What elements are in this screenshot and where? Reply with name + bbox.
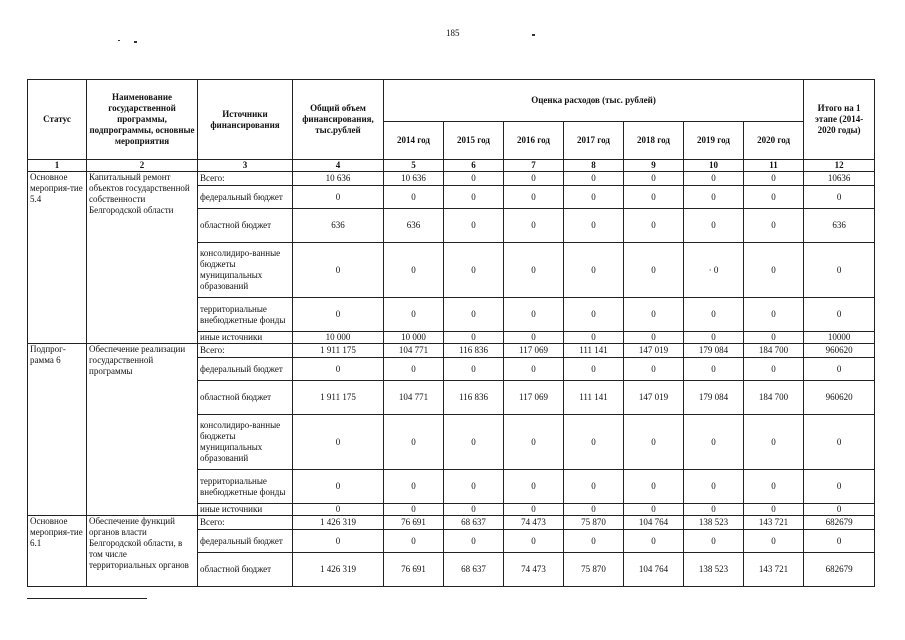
value-cell: 0 (624, 209, 684, 243)
value-cell: 0 (624, 332, 684, 344)
source-label: иные источники (198, 504, 293, 516)
row-name: Обеспечение реализации государственной программы (87, 344, 198, 516)
header-year: 2015 год (444, 122, 504, 160)
value-cell: 0 (684, 186, 744, 209)
header-total-volume: Общий объем финансирования, тыс.рублей (293, 80, 384, 160)
value-cell: 0 (744, 332, 804, 344)
table-row (28, 516, 875, 530)
value-cell: 0 (624, 415, 684, 470)
value-cell: 0 (564, 358, 624, 381)
value-cell: 960620 (804, 381, 875, 415)
header-status: Статус (28, 80, 87, 160)
value-cell: 0 (384, 186, 444, 209)
value-cell: 184 700 (744, 381, 804, 415)
value-cell: 0 (444, 186, 504, 209)
value-cell: 74 473 (504, 516, 564, 530)
value-cell: 0 (624, 530, 684, 553)
value-cell: 0 (804, 298, 875, 332)
source-label: Всего: (198, 516, 293, 530)
value-cell: 75 870 (564, 516, 624, 530)
value-cell: · 0 (684, 243, 744, 298)
value-cell: 0 (504, 186, 564, 209)
column-number: 7 (504, 160, 564, 172)
value-cell: 0 (624, 243, 684, 298)
value-cell: 0 (504, 172, 564, 186)
row-name: Обеспечение функций органов власти Белгородской области, в том числе территориальных органов (87, 516, 198, 587)
value-cell: 111 141 (564, 381, 624, 415)
value-cell: 0 (384, 243, 444, 298)
value-cell: 0 (564, 298, 624, 332)
value-cell: 960620 (804, 344, 875, 358)
value-cell: 0 (444, 332, 504, 344)
value-cell: 0 (444, 172, 504, 186)
value-cell: 0 (684, 470, 744, 504)
column-number: 10 (684, 160, 744, 172)
value-cell: 0 (293, 504, 384, 516)
header-year: 2020 год (744, 122, 804, 160)
value-cell: 0 (384, 530, 444, 553)
value-cell: 179 084 (684, 344, 744, 358)
header-stage-total: Итого на 1 этапе (2014-2020 годы) (804, 80, 875, 160)
value-cell: 0 (624, 358, 684, 381)
source-label: Всего: (198, 344, 293, 358)
row-status: Основное мероприя-тие 5.4 (28, 172, 87, 344)
value-cell: 68 637 (444, 516, 504, 530)
value-cell: 0 (504, 243, 564, 298)
value-cell: 0 (444, 530, 504, 553)
value-cell: 0 (744, 470, 804, 504)
value-cell: 111 141 (564, 344, 624, 358)
value-cell: 0 (444, 358, 504, 381)
value-cell: 10 636 (384, 172, 444, 186)
value-cell: 0 (384, 298, 444, 332)
value-cell: 0 (384, 415, 444, 470)
source-label: федеральный бюджет (198, 358, 293, 381)
value-cell: 74 473 (504, 553, 564, 587)
value-cell: 0 (504, 530, 564, 553)
value-cell: 0 (684, 504, 744, 516)
value-cell: 147 019 (624, 381, 684, 415)
row-status: Подпрог-рамма 6 (28, 344, 87, 516)
value-cell: 0 (684, 358, 744, 381)
value-cell: 0 (564, 504, 624, 516)
header-sources: Источники финансирования (198, 80, 293, 160)
value-cell: 104 764 (624, 553, 684, 587)
value-cell: 10 000 (384, 332, 444, 344)
value-cell: 0 (564, 530, 624, 553)
value-cell: 0 (444, 504, 504, 516)
table-row (28, 344, 875, 358)
value-cell: 10000 (804, 332, 875, 344)
value-cell: 0 (744, 243, 804, 298)
value-cell: 179 084 (684, 381, 744, 415)
value-cell: 0 (564, 172, 624, 186)
value-cell: 0 (804, 243, 875, 298)
value-cell: 0 (684, 209, 744, 243)
value-cell: 0 (293, 470, 384, 504)
value-cell: 0 (744, 358, 804, 381)
value-cell: 104 764 (624, 516, 684, 530)
value-cell: 0 (624, 298, 684, 332)
value-cell: 0 (293, 186, 384, 209)
source-label: областной бюджет (198, 553, 293, 587)
value-cell: 0 (804, 186, 875, 209)
value-cell: 0 (444, 470, 504, 504)
value-cell: 0 (384, 470, 444, 504)
value-cell: 0 (444, 243, 504, 298)
value-cell: 104 771 (384, 381, 444, 415)
value-cell: 0 (744, 504, 804, 516)
source-label: федеральный бюджет (198, 186, 293, 209)
source-label: областной бюджет (198, 381, 293, 415)
header-year: 2019 год (684, 122, 744, 160)
value-cell: 76 691 (384, 516, 444, 530)
header-name: Наименование государственной программы, подпрограммы, основные мероприятия (87, 80, 198, 160)
value-cell: 0 (744, 298, 804, 332)
column-number: 1 (28, 160, 87, 172)
footer-rule (27, 598, 147, 599)
budget-table (27, 79, 875, 587)
value-cell: 0 (564, 470, 624, 504)
value-cell: 0 (804, 470, 875, 504)
value-cell: 0 (384, 504, 444, 516)
value-cell: 0 (564, 186, 624, 209)
value-cell: 143 721 (744, 553, 804, 587)
column-number: 6 (444, 160, 504, 172)
value-cell: 0 (744, 415, 804, 470)
value-cell: 682679 (804, 516, 875, 530)
value-cell: 0 (444, 298, 504, 332)
source-label: территориальные внебюджетные фонды (198, 298, 293, 332)
value-cell: 636 (804, 209, 875, 243)
value-cell: 0 (504, 504, 564, 516)
column-number: 3 (198, 160, 293, 172)
value-cell: 76 691 (384, 553, 444, 587)
value-cell: 184 700 (744, 344, 804, 358)
source-label: иные источники (198, 332, 293, 344)
page-number: 185 (446, 28, 460, 38)
value-cell: 138 523 (684, 553, 744, 587)
column-number: 2 (87, 160, 198, 172)
value-cell: 117 069 (504, 344, 564, 358)
column-number: 9 (624, 160, 684, 172)
value-cell: 68 637 (444, 553, 504, 587)
value-cell: 1 911 175 (293, 344, 384, 358)
value-cell: 0 (744, 530, 804, 553)
value-cell: 0 (684, 172, 744, 186)
value-cell: 10 636 (293, 172, 384, 186)
value-cell: 0 (504, 415, 564, 470)
scan-speck (118, 40, 120, 41)
row-status: Основное мероприя-тие 6.1 (28, 516, 87, 587)
value-cell: 0 (504, 358, 564, 381)
value-cell: 1 426 319 (293, 553, 384, 587)
column-number: 12 (804, 160, 875, 172)
value-cell: 0 (804, 358, 875, 381)
value-cell: 0 (444, 209, 504, 243)
value-cell: 0 (444, 415, 504, 470)
source-label: консолидиро-ванные бюджеты муниципальных образований (198, 415, 293, 470)
value-cell: 0 (504, 470, 564, 504)
value-cell: 10636 (804, 172, 875, 186)
column-number: 4 (293, 160, 384, 172)
value-cell: 0 (684, 332, 744, 344)
value-cell: 0 (504, 209, 564, 243)
scan-speck (134, 41, 137, 43)
value-cell: 0 (504, 298, 564, 332)
header-year: 2014 год (384, 122, 444, 160)
value-cell: 0 (744, 209, 804, 243)
source-label: Всего: (198, 172, 293, 186)
value-cell: 0 (684, 415, 744, 470)
header-estimate: Оценка расходов (тыс. рублей) (384, 80, 804, 122)
column-number: 8 (564, 160, 624, 172)
value-cell: 0 (624, 470, 684, 504)
value-cell: 147 019 (624, 344, 684, 358)
value-cell: 636 (293, 209, 384, 243)
source-label: областной бюджет (198, 209, 293, 243)
value-cell: 0 (624, 172, 684, 186)
value-cell: 0 (293, 358, 384, 381)
value-cell: 0 (293, 530, 384, 553)
value-cell: 0 (564, 415, 624, 470)
column-number-row (28, 160, 875, 172)
value-cell: 0 (744, 186, 804, 209)
value-cell: 0 (684, 530, 744, 553)
header-year: 2016 год (504, 122, 564, 160)
value-cell: 1 911 175 (293, 381, 384, 415)
value-cell: 0 (504, 332, 564, 344)
value-cell: 143 721 (744, 516, 804, 530)
value-cell: 636 (384, 209, 444, 243)
value-cell: 682679 (804, 553, 875, 587)
value-cell: 0 (684, 298, 744, 332)
source-label: консолидиро-ванные бюджеты муниципальных образований (198, 243, 293, 298)
source-label: федеральный бюджет (198, 530, 293, 553)
value-cell: 117 069 (504, 381, 564, 415)
value-cell: 0 (293, 415, 384, 470)
value-cell: 1 426 319 (293, 516, 384, 530)
value-cell: 0 (293, 243, 384, 298)
value-cell: 0 (624, 504, 684, 516)
value-cell: 0 (564, 209, 624, 243)
value-cell: 116 836 (444, 381, 504, 415)
value-cell: 0 (384, 358, 444, 381)
column-number: 5 (384, 160, 444, 172)
value-cell: 10 000 (293, 332, 384, 344)
column-number: 11 (744, 160, 804, 172)
table-row (28, 172, 875, 186)
value-cell: 0 (624, 186, 684, 209)
value-cell: 0 (804, 504, 875, 516)
value-cell: 116 836 (444, 344, 504, 358)
value-cell: 0 (804, 415, 875, 470)
value-cell: 0 (744, 172, 804, 186)
value-cell: 138 523 (684, 516, 744, 530)
source-label: территориальные внебюджетные фонды (198, 470, 293, 504)
header-year: 2018 год (624, 122, 684, 160)
scan-speck (532, 34, 535, 36)
header-year: 2017 год (564, 122, 624, 160)
value-cell: 0 (804, 530, 875, 553)
value-cell: 0 (564, 332, 624, 344)
value-cell: 104 771 (384, 344, 444, 358)
value-cell: 75 870 (564, 553, 624, 587)
value-cell: 0 (564, 243, 624, 298)
row-name: Капитальный ремонт объектов государственной собственности Белгородской области (87, 172, 198, 344)
value-cell: 0 (293, 298, 384, 332)
